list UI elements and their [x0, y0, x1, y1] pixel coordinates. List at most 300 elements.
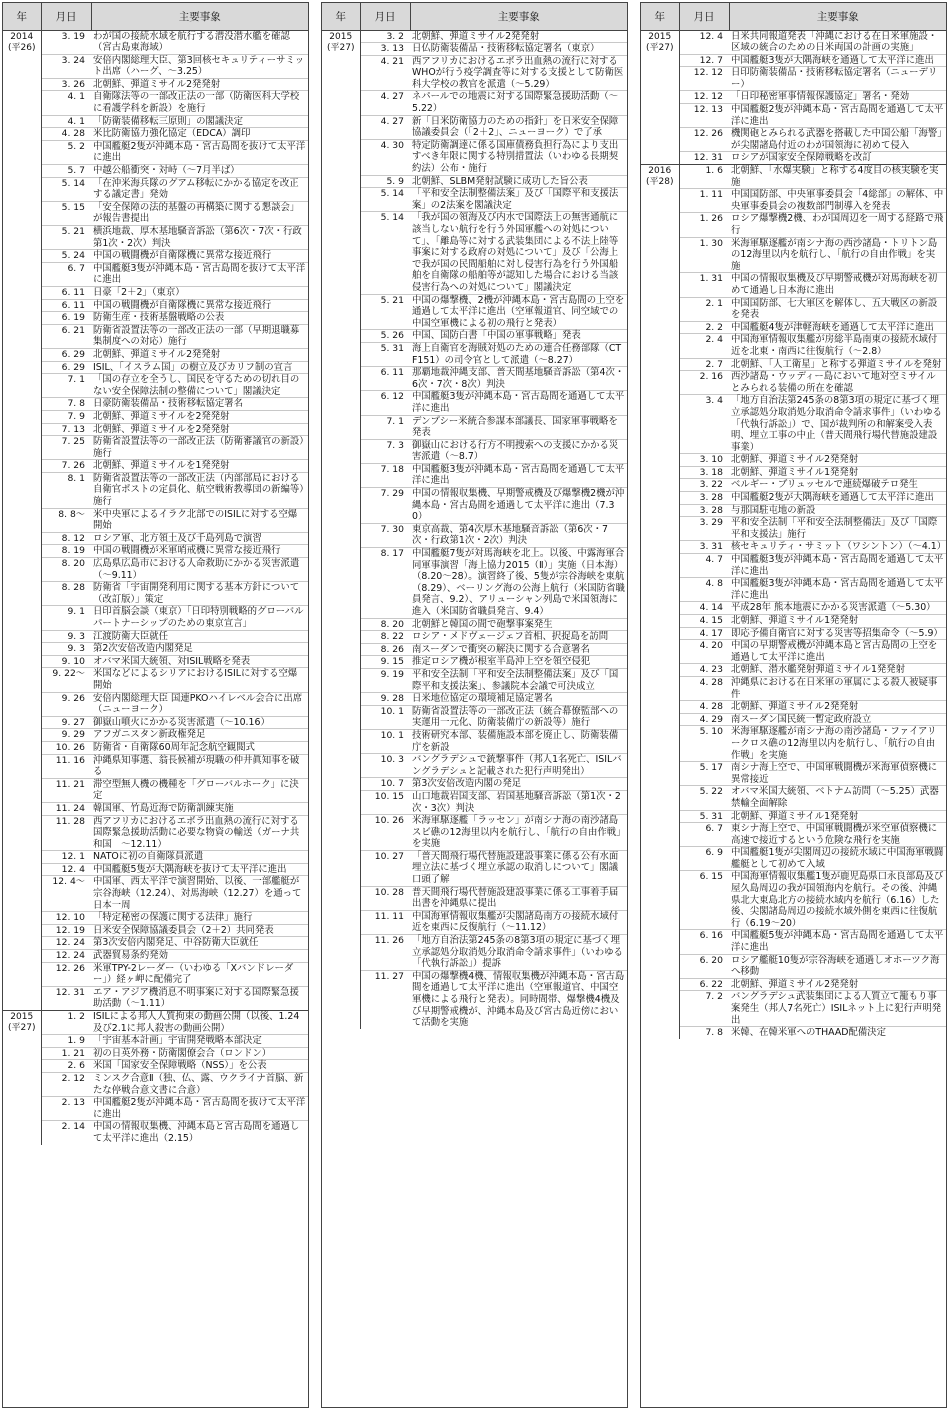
table-row [322, 754, 627, 778]
event-text: 西沙諸島・ウッディー島において地対空ミサイルとみられる装備の所在を確認 [729, 371, 946, 395]
event-text: 中国の戦闘機が米軍哨戒機に異常な接近飛行 [91, 545, 308, 558]
table-row [3, 630, 308, 643]
event-date: 6. 22 [679, 978, 729, 991]
event-text: 中国艦艇2隻が大隅海峡を通過して太平洋に進出 [729, 492, 946, 505]
event-text: 「平和安全法制整備法案」及び「国際平和支援法案」の2法案を閣議決定 [410, 188, 627, 212]
event-text: 第3次安倍改造内閣の発足 [410, 778, 627, 791]
event-text: 平和安全法制「平和安全法制整備法案」及び「国際平和支援法案」、参議院本会議で可決成立 [410, 668, 627, 692]
event-text: 中国海軍情報収集艦が房総半島南東の接続水域付近を北東・南西に往復航行（～2.8） [729, 334, 946, 358]
table-row [641, 128, 946, 152]
table-row [3, 754, 308, 778]
table-row [641, 1027, 946, 1039]
table-row [641, 578, 946, 602]
table-row [3, 348, 308, 361]
event-text: 中国艦艇7隻が対馬海峡を北上。以後、中露海軍合同軍事演習「海上協力2015（Ⅱ）」実施（日本海）（8.20～28）。演習終了後、5隻が宗谷海峡を東航（8.29）、ベーリング海の公海上航行（米国防省職員発言、9.2）、アリューシャン列島で米国領海に進入（米国防省職員発言、9.4） [410, 548, 627, 619]
event-date: 1. 6 [679, 165, 729, 189]
header-row [3, 3, 308, 30]
table-row [322, 910, 627, 934]
table-row [322, 212, 627, 294]
event-text: 北朝鮮、弾道ミサイルを2発発射 [91, 410, 308, 423]
event-date: 6. 11 [41, 299, 91, 312]
event-date: 5. 21 [360, 294, 410, 330]
event-text: ロシア軍、北方領土及び千島列島で演習 [91, 532, 308, 545]
event-text: 「地方自治法第245条の8第3項の規定に基づく埋立承認処分取消処分取消命令請求事件」（いわゆる「代執行訴訟」）で、国が裁判所の和解案受入表明、埋立工事の中止（普天間飛行場代替施設建設事業） [729, 395, 946, 454]
table-row [3, 508, 308, 532]
table-row [3, 643, 308, 656]
year-cell [641, 165, 679, 1039]
event-text: 米海軍駆逐艦「ラッセン」が南シナ海の南沙諸島スビ礁の12海里以内を航行し、「航行の自由作戦」を実施 [410, 815, 627, 851]
table-row [3, 1072, 308, 1096]
table-row [3, 962, 308, 986]
event-date: 4. 27 [360, 91, 410, 115]
event-date: 1. 30 [679, 237, 729, 273]
event-date: 8. 28 [41, 582, 91, 606]
event-text: ロシア爆撃機2機、わが国周辺を一周する経路で飛行 [729, 213, 946, 237]
table-row [3, 374, 308, 398]
event-date: 3. 2 [360, 30, 410, 43]
event-text: 防衛省設置法等の一部改正法（内部部局における自衛官ポストの定員化、航空戦術教導団の新編等）施行 [91, 472, 308, 508]
table-row [641, 54, 946, 67]
table-row [322, 815, 627, 851]
event-text: デンプシー米統合参謀本部議長、国家軍事戦略を発表 [410, 415, 627, 439]
table-row [641, 517, 946, 541]
event-date: 7. 1 [41, 374, 91, 398]
table-row [641, 991, 946, 1027]
event-date: 7. 8 [679, 1027, 729, 1039]
date-header: 月日 [679, 3, 729, 30]
table-row [322, 415, 627, 439]
event-text: ロシアが国家安全保障戦略を改訂 [729, 152, 946, 165]
event-date: 11. 21 [41, 778, 91, 802]
table-row [641, 297, 946, 321]
event-text: わが国の接続水域を航行する潜没潜水艦を確認（宮古島東海域） [91, 30, 308, 54]
event-text: 中国艦艇1隻が尖閣周辺の接続水域に中国海軍戦闘艦艇として初めて入域 [729, 847, 946, 871]
table-row [641, 454, 946, 467]
event-text: 中国艦艇3隻が大隅海峡を通過して太平洋に進出 [729, 54, 946, 67]
table-row [3, 226, 308, 250]
event-date: 5. 21 [41, 226, 91, 250]
event-date: 4. 7 [679, 554, 729, 578]
event-text: 中国艦艇4隻が津軽海峡を通過して太平洋に進出 [729, 321, 946, 334]
event-text: 中国艦艇2隻が沖縄本島・宮古島間を抜けて太平洋に進出 [91, 1097, 308, 1121]
event-text: ロシア艦艇10隻が宗谷海峡を通過しオホーツク海へ移動 [729, 954, 946, 978]
event-text: 中国海軍情報収集艦が尖閣諸島南方の接続水域付近を東西に反復航行（～11.12） [410, 910, 627, 934]
event-text: 山口地裁岩国支部、岩国基地騒音訴訟（第1次・2次・3次）判決 [410, 790, 627, 814]
event-text: 北朝鮮、弾道ミサイル2発発射 [410, 30, 627, 43]
table-row [322, 778, 627, 791]
event-text: 北朝鮮、弾道ミサイルを1発発射 [91, 460, 308, 473]
year-label: 2015 [329, 31, 353, 42]
event-date: 12. 24 [41, 950, 91, 963]
event-date: 1. 21 [41, 1047, 91, 1060]
event-date: 2. 13 [41, 1097, 91, 1121]
table-row [3, 128, 308, 141]
event-text: 江渡防衛大臣就任 [91, 630, 308, 643]
event-date: 6. 29 [41, 361, 91, 374]
event-date: 1. 11 [679, 189, 729, 213]
event-text: 「普天間飛行場代替施設建設事業に係る公有水面埋立法に基づく埋立承認の取消しについて」閣議口頭了解 [410, 850, 627, 886]
table-row [641, 237, 946, 273]
event-date: 6. 20 [679, 954, 729, 978]
header-row [641, 3, 946, 30]
event-text: 米海軍駆逐艦が南シナ海の南沙諸島・ファイアリークロス礁の12海里以内を航行し、「航行の自由作戦」を実施 [729, 726, 946, 762]
event-date: 5. 24 [41, 250, 91, 263]
event-text: 普天間飛行場代替施設建設事業に係る工事着手届出書を沖縄県に提出 [410, 886, 627, 910]
event-text: 「防衛装備移転三原則」の閣議決定 [91, 115, 308, 128]
table-row [3, 460, 308, 473]
event-text: 北朝鮮、弾道ミサイルを2発発射 [91, 423, 308, 436]
table-row [641, 871, 946, 930]
event-text: 横浜地裁、厚木基地騒音訴訟（第6次・7次・行政第1次・2次）判決 [91, 226, 308, 250]
event-text: 滞空型無人機の機種を「グローバルホーク」に決定 [91, 778, 308, 802]
event-text: 自衛隊法等の一部改正法の一部（防衛医科大学校に看護学科を新設）を施行 [91, 91, 308, 115]
event-text: 海上自衛官を海賊対処のための連合任務部隊（CTF151）の司令官として派遣（～8.27） [410, 342, 627, 366]
event-date: 6. 11 [360, 367, 410, 391]
era-label: (平27) [8, 1023, 36, 1033]
event-text: 日仏防衛装備品・技術移転協定署名（東京） [410, 43, 627, 56]
table-row [322, 935, 627, 971]
table-row [322, 850, 627, 886]
event-date: 2. 7 [679, 358, 729, 371]
event-date: 7. 18 [360, 463, 410, 487]
event-date: 12. 26 [41, 962, 91, 986]
table-row [3, 532, 308, 545]
year-cell [3, 30, 41, 1011]
event-date: 4. 29 [679, 713, 729, 726]
event-text: オバマ米国大統領、対ISIL戦略を発表 [91, 655, 308, 668]
event-date: 12. 31 [679, 152, 729, 165]
event-date: 4. 21 [360, 55, 410, 91]
event-date: 6. 21 [41, 324, 91, 348]
event-date: 9. 3 [41, 630, 91, 643]
event-text: 中越公船衝突・対峙（～7月半ば） [91, 165, 308, 178]
chronology-table [3, 3, 308, 1145]
event-date: 6. 29 [41, 348, 91, 361]
event-date: 8. 20 [360, 618, 410, 631]
event-text: 安倍内閣総理大臣、第3回核セキュリティーサミット出席（ハーグ、～3.25） [91, 54, 308, 78]
event-text: 米国「国家安全保障戦略（NSS）」を公表 [91, 1060, 308, 1073]
event-text: 中国の爆撃機、2機が沖縄本島・宮古島間の上空を通過して太平洋に進出（空軍報道官、同空域での中国空軍機による初の飛行と発表） [410, 294, 627, 330]
table-row [3, 851, 308, 864]
table-row [3, 802, 308, 815]
table-row [641, 466, 946, 479]
event-date: 10. 1 [360, 705, 410, 729]
table-row [3, 924, 308, 937]
table-row [322, 631, 627, 644]
event-date: 12. 4 [679, 30, 729, 54]
table-row [641, 640, 946, 664]
table-row [3, 1060, 308, 1073]
table-row [3, 436, 308, 460]
table-row [641, 823, 946, 847]
event-date: 8. 26 [360, 643, 410, 656]
event-date: 8. 17 [360, 548, 410, 619]
table-row [322, 656, 627, 669]
event-text: バングラデシュで銃撃事件（邦人1名死亡、ISILバングラデシュと記載された犯行声明発出） [410, 754, 627, 778]
event-text: 日豪防衛装備品・技術移転協定署名 [91, 398, 308, 411]
table-row [641, 30, 946, 54]
event-text: 中国国防部、七大軍区を解体し、五大戦区の新設を発表 [729, 297, 946, 321]
table-row [322, 330, 627, 343]
event-text: 推定ロシア機が根室半島沖上空を領空侵犯 [410, 656, 627, 669]
table-row [3, 201, 308, 225]
table-row [3, 545, 308, 558]
event-date: 11. 26 [360, 935, 410, 971]
table-row [322, 30, 627, 43]
event-text: ベルギー・ブリュッセルで連続爆破テロ発生 [729, 479, 946, 492]
table-row [322, 705, 627, 729]
event-text: 機関砲とみられる武器を搭載した中国公船「海警」が尖閣諸島付近のわが国領海に初めて侵入 [729, 128, 946, 152]
event-text: 日米安全保障協議委員会（2＋2）共同発表 [91, 924, 308, 937]
event-text: 米海軍駆逐艦が南シナ海の西沙諸島・トリトン島の12海里以内を航行し、「航行の自由作戦」を実施 [729, 237, 946, 273]
event-date: 9. 10 [41, 655, 91, 668]
event-date: 12. 24 [41, 937, 91, 950]
table-row [322, 342, 627, 366]
event-date: 12. 13 [679, 104, 729, 128]
table-row [322, 115, 627, 139]
table-row [641, 602, 946, 615]
event-text: 「安全保障の法的基盤の再構築に関する懇談会」が報告書提出 [91, 201, 308, 225]
table-row [322, 548, 627, 619]
event-text: NATOに初の自衛隊員派遣 [91, 851, 308, 864]
event-text: 与那国駐屯地の新設 [729, 504, 946, 517]
table-row [3, 250, 308, 263]
event-date: 11. 28 [41, 815, 91, 851]
event-date: 5. 14 [360, 188, 410, 212]
event-date: 5. 17 [679, 762, 729, 786]
event-text: 北朝鮮と韓国の間で砲撃事案発生 [410, 618, 627, 631]
event-date: 10. 15 [360, 790, 410, 814]
event-date: 12. 4 [41, 863, 91, 876]
table-row [641, 152, 946, 165]
event-date: 12. 4～ [41, 876, 91, 912]
event-text: 中国の戦闘機が自衛隊機に異常な接近飛行 [91, 299, 308, 312]
table-row [3, 741, 308, 754]
event-text: 「特定秘密の保護に関する法律」施行 [91, 912, 308, 925]
table-row [322, 43, 627, 56]
table-row [3, 986, 308, 1010]
event-text: 北朝鮮、弾道ミサイル2発発射 [729, 978, 946, 991]
event-date: 10. 3 [360, 754, 410, 778]
event-text: 中国艦艇3隻が沖縄本島・宮古島間を抜けて太平洋に進出 [91, 262, 308, 286]
event-date: 10. 26 [41, 741, 91, 754]
event-date: 8. 19 [41, 545, 91, 558]
table-row [3, 876, 308, 912]
event-text: 中国、国防白書「中国の軍事戦略」発表 [410, 330, 627, 343]
event-date: 3. 22 [679, 479, 729, 492]
event-text: ミンスク合意Ⅱ（独、仏、露、ウクライナ首脳、新たな停戦合意文書に合意） [91, 1072, 308, 1096]
era-label: (平28) [646, 177, 674, 188]
event-text: 沖縄県知事選、翁長候補が現職の仲井眞知事を破る [91, 754, 308, 778]
event-date: 7. 8 [41, 398, 91, 411]
event-date: 9. 1 [41, 606, 91, 630]
event-date: 6. 12 [360, 391, 410, 415]
table-row [3, 398, 308, 411]
event-text: 北朝鮮、弾道ミサイル1発発射 [729, 466, 946, 479]
chronology-column-2 [321, 2, 628, 1408]
event-date: 11. 16 [41, 754, 91, 778]
event-text: 御嶽山噴火にかかる災害派遣（～10.16） [91, 716, 308, 729]
event-date: 6. 15 [679, 871, 729, 930]
event-date: 6. 7 [41, 262, 91, 286]
event-date: 9. 28 [360, 693, 410, 706]
table-row [641, 701, 946, 714]
event-date: 5. 10 [679, 726, 729, 762]
event-text: 米軍TPY-2レーダー（いわゆる「Xバンドレーダー」）経ヶ岬に配備完了 [91, 962, 308, 986]
table-row [3, 937, 308, 950]
table-row [641, 664, 946, 677]
table-row [3, 582, 308, 606]
event-text: 平成28年 熊本地震にかかる災害派遣（～5.30） [729, 602, 946, 615]
table-row [3, 1011, 308, 1035]
table-row [3, 716, 308, 729]
event-date: 8. 22 [360, 631, 410, 644]
event-text: 武器貿易条約発効 [91, 950, 308, 963]
chronology-column-1 [2, 2, 309, 1408]
event-date: 4. 27 [360, 115, 410, 139]
event-text: 安倍内閣総理大臣 国連PKOハイレベル会合に出席（ニューヨーク） [91, 692, 308, 716]
chronology-table [322, 3, 627, 1029]
event-text: 第2次安倍改造内閣発足 [91, 643, 308, 656]
event-text: 日印首脳会談（東京）「日印特別戦略的グローバルパートナーシップのための東京宣言」 [91, 606, 308, 630]
event-text: 中国海軍情報収集艦1隻が鹿児島県口永良部島及び屋久島周辺の我が国領海内を航行。その後、沖縄県北大東島北方の接続水域内を航行（6.16）した後、尖閣諸島周辺の接続水域外側を東西に往復航行（6.19～20） [729, 871, 946, 930]
event-text: 「宇宙基本計画」宇宙開発戦略本部決定 [91, 1035, 308, 1048]
event-date: 2. 1 [679, 297, 729, 321]
event-text: 中国艦艇3隻が沖縄本島・宮古島間を通過して太平洋に進出 [729, 554, 946, 578]
event-date: 2. 16 [679, 371, 729, 395]
event-text: 西アフリカにおけるエボラ出血熱の流行に対する国際緊急援助活動に必要な物資の輸送（ガーナ共和国 ～12.11） [91, 815, 308, 851]
event-date: 2. 12 [41, 1072, 91, 1096]
event-header: 主要事象 [91, 3, 308, 30]
event-date: 12. 12 [679, 91, 729, 104]
event-date: 7. 26 [41, 460, 91, 473]
chronology-column-3 [640, 2, 947, 1408]
table-row [3, 54, 308, 78]
table-row [3, 115, 308, 128]
table-row [3, 668, 308, 692]
event-text: 中国艦艇5隻が大隅海峡を抜けて太平洋に進出 [91, 863, 308, 876]
table-row [641, 676, 946, 700]
year-header: 年 [3, 3, 41, 30]
event-text: 平和安全法制「平和安全法制整備法」及び「国際平和支援法」施行 [729, 517, 946, 541]
event-text: 北朝鮮、弾道ミサイル1発発射 [729, 615, 946, 628]
table-row [641, 930, 946, 954]
event-text: 技術研究本部、装備施設本部を廃止し、防衛装備庁を新設 [410, 729, 627, 753]
event-text: ロシア・メドヴェージェフ首相、択捉島を訪問 [410, 631, 627, 644]
header-row [322, 3, 627, 30]
event-date: 2. 2 [679, 321, 729, 334]
event-date: 7. 25 [41, 436, 91, 460]
table-row [641, 541, 946, 554]
table-row [3, 78, 308, 91]
event-text: 日印防衛装備品・技術移転協定署名（ニューデリー） [729, 67, 946, 91]
event-date: 4. 28 [41, 128, 91, 141]
table-row [3, 177, 308, 201]
table-row [322, 729, 627, 753]
event-date: 12. 1 [41, 851, 91, 864]
event-date: 3. 24 [41, 54, 91, 78]
event-text: 北朝鮮、SLBM発射試験に成功した旨公表 [410, 175, 627, 188]
event-text: 北朝鮮、「水爆実験」と称する4度目の核実験を実施 [729, 165, 946, 189]
date-header: 月日 [41, 3, 91, 30]
table-row [322, 55, 627, 91]
event-text: 南スーダンで衝突の解決に関する合意署名 [410, 643, 627, 656]
event-text: 「在沖米海兵隊のグアム移転にかかる協定を改正する議定書」発効 [91, 177, 308, 201]
event-text: 防衛省設置法等の一部改正法の一部（早期退職募集制度への対応）施行 [91, 324, 308, 348]
table-row [322, 643, 627, 656]
event-date: 5. 31 [679, 810, 729, 823]
table-row [322, 91, 627, 115]
event-text: 北朝鮮、弾道ミサイル2発発射 [729, 454, 946, 467]
event-date: 7. 3 [360, 439, 410, 463]
event-date: 12. 12 [679, 67, 729, 91]
event-date: 7. 9 [41, 410, 91, 423]
event-date: 6. 19 [41, 312, 91, 325]
event-text: 北朝鮮、「人工衛星」と称する弾道ミサイルを発射 [729, 358, 946, 371]
event-text: 即応予備自衛官に対する災害等招集命令（～5.9） [729, 627, 946, 640]
event-date: 2. 14 [41, 1121, 91, 1145]
event-date: 4. 15 [679, 615, 729, 628]
chronology-table [641, 3, 946, 1039]
table-row [3, 410, 308, 423]
table-row [3, 912, 308, 925]
event-text: 「国の存立を全うし、国民を守るための切れ目のない安全保障法制の整備について」閣議決定 [91, 374, 308, 398]
table-row [641, 492, 946, 505]
event-text: 「日印秘密軍事情報保護協定」署名・発効 [729, 91, 946, 104]
event-text: 中国の戦闘機が自衛隊機に異常な接近飛行 [91, 250, 308, 263]
year-label: 2016 [648, 166, 672, 177]
event-text: 北朝鮮、弾道ミサイル1発発射 [729, 810, 946, 823]
event-text: 広島県広島市における人命救助にかかる災害派遣（～9.11） [91, 558, 308, 582]
event-date: 12. 7 [679, 54, 729, 67]
table-row [641, 762, 946, 786]
event-date: 6. 11 [41, 286, 91, 299]
event-date: 8. 20 [41, 558, 91, 582]
event-text: 米国などによるシリアにおけるISILに対する空爆開始 [91, 668, 308, 692]
event-text: 沖縄県における在日米軍の軍属による殺人被疑事件 [729, 676, 946, 700]
event-date: 9. 26 [41, 692, 91, 716]
event-date: 7. 13 [41, 423, 91, 436]
event-text: ISILによる邦人人質拘束の動画公開（以後、1.24及び2.1に邦人殺害の動画公開） [91, 1011, 308, 1035]
table-row [322, 439, 627, 463]
event-date: 11. 11 [360, 910, 410, 934]
event-date: 5. 15 [41, 201, 91, 225]
table-row [322, 618, 627, 631]
event-text: 那覇地裁沖縄支部、普天間基地騒音訴訟（第4次・6次・7次・8次）判決 [410, 367, 627, 391]
event-text: 中国国防部、中央軍事委員会「4総部」の解体、中央軍事委員会の複数部門制導入を発表 [729, 189, 946, 213]
event-text: 中国艦艇2隻が沖縄本島・宮古島間を通過して太平洋に進出 [729, 104, 946, 128]
table-row [641, 554, 946, 578]
table-row [641, 978, 946, 991]
event-date: 1. 26 [679, 213, 729, 237]
table-row [3, 361, 308, 374]
year-cell [641, 30, 679, 165]
event-text: 中国艦艇5隻が沖縄本島・宮古島間を通過して太平洋に進出 [729, 930, 946, 954]
table-row [641, 726, 946, 762]
event-text: 東シナ海上空で、中国軍戦闘機が米空軍偵察機に高速で接近するという危険な飛行を実施 [729, 823, 946, 847]
event-header: 主要事象 [729, 3, 946, 30]
table-row [641, 91, 946, 104]
event-text: 北朝鮮、弾道ミサイル2発発射 [729, 701, 946, 714]
event-text: 中国の情報収集機、沖縄本島と宮古島間を通過して太平洋に進出（2.15） [91, 1121, 308, 1145]
table-row [641, 847, 946, 871]
table-row [641, 165, 946, 189]
event-text: 中国軍、西太平洋で演習開始、以後、一部艦艇が宗谷海峡（12.24）、対馬海峡（12.27）を通って日本一周 [91, 876, 308, 912]
table-row [3, 606, 308, 630]
event-date: 12. 31 [41, 986, 91, 1010]
event-date: 4. 28 [679, 701, 729, 714]
event-date: 4. 23 [679, 664, 729, 677]
